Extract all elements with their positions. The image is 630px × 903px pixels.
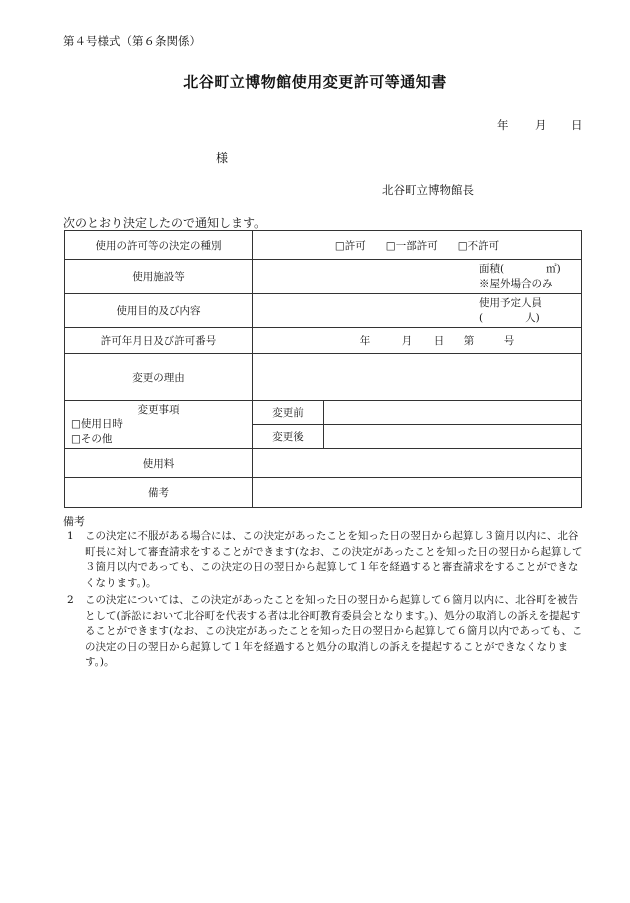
fee-cell[interactable] [253, 449, 582, 478]
change-items-cell [65, 401, 253, 449]
before-cell[interactable] [324, 401, 582, 425]
permit-date-cell[interactable] [253, 328, 582, 354]
reason-cell[interactable] [253, 354, 582, 401]
note-item [63, 593, 583, 671]
table-row [65, 260, 582, 294]
table-row [65, 231, 582, 260]
note-number: 2 [67, 594, 74, 606]
after-label: 変更後 [253, 425, 324, 449]
option-no-permit[interactable]: □不許可 [457, 239, 500, 252]
remarks-cell[interactable] [253, 478, 582, 508]
outdoor-note: ※屋外場合のみ [479, 277, 553, 290]
notes-title: 備考 [63, 515, 85, 528]
note-text: この決定に不服がある場合には、この決定があったことを知った日の翌日から起算し３箇月以内に、北谷町長に対して審査請求をすることができます(なお、この決定があったことを知った日の翌日から起算して３箇月以内であっても、この決定の日の翌日から起算して１年を経過すると審査請求をすることができなくなります。)。 [85, 530, 583, 589]
decision-type-label: 使用の許可等の決定の種別 [65, 231, 253, 260]
recipient-suffix: 様 [216, 151, 229, 165]
table-row [65, 328, 582, 354]
permit-go: 号 [503, 335, 515, 347]
note-number: 1 [67, 530, 74, 542]
permit-dai: 第 [463, 335, 475, 347]
permit-date-label: 許可年月日及び許可番号 [65, 328, 253, 354]
option-permit[interactable]: □許可 [334, 239, 366, 252]
issuer-name: 北谷町立博物館長 [382, 183, 474, 197]
permit-year: 年 [359, 335, 371, 347]
table-row [65, 478, 582, 508]
table-row [65, 401, 582, 425]
table-row [65, 354, 582, 401]
option-partial-permit[interactable]: □一部許可 [385, 239, 438, 252]
before-label: 変更前 [253, 401, 324, 425]
table-row [65, 294, 582, 328]
facility-cell[interactable] [253, 260, 582, 294]
date-day: 日 [571, 118, 583, 132]
area-label: 面積( ㎡) [479, 262, 561, 275]
fee-label: 使用料 [65, 449, 253, 478]
date-month: 月 [535, 118, 547, 132]
date-line [497, 117, 583, 133]
facility-label: 使用施設等 [65, 260, 253, 294]
change-option-other[interactable]: □その他 [71, 433, 113, 445]
note-text: この決定については、この決定があったことを知った日の翌日から起算して６箇月以内に、北谷町を被告として(訴訟において北谷町を代表する者は北谷町教育委員会となります。)、処分の取消しの訴えを提起することができます(なお、この決定があったことを知った日の翌日から起算して６箇月以内であっても、この決定の日の翌日から起算して１年を経過すると処分の取消しの訴えを提起することができなくなります。)。 [85, 594, 583, 668]
planned-people-unit: ( 人) [479, 311, 540, 324]
after-cell[interactable] [324, 425, 582, 449]
notice-form-table [64, 230, 582, 508]
note-item [63, 529, 583, 591]
reason-label: 変更の理由 [65, 354, 253, 401]
change-items-label: 変更事項 [137, 404, 180, 416]
change-option-datetime[interactable]: □使用日時 [71, 418, 123, 430]
date-year: 年 [497, 118, 509, 132]
decision-options-cell [253, 231, 582, 260]
document-title: 北谷町立博物館使用変更許可等通知書 [183, 73, 447, 91]
purpose-cell[interactable] [253, 294, 582, 328]
planned-people-label: 使用予定人員 [479, 296, 542, 309]
purpose-label: 使用目的及び内容 [65, 294, 253, 328]
table-row [65, 449, 582, 478]
permit-day: 日 [433, 335, 445, 347]
form-number: 第４号様式（第６条関係） [63, 34, 201, 48]
lead-text: 次のとおり決定したので通知します。 [63, 216, 267, 230]
permit-month: 月 [401, 335, 413, 347]
remarks-label: 備考 [65, 478, 253, 508]
